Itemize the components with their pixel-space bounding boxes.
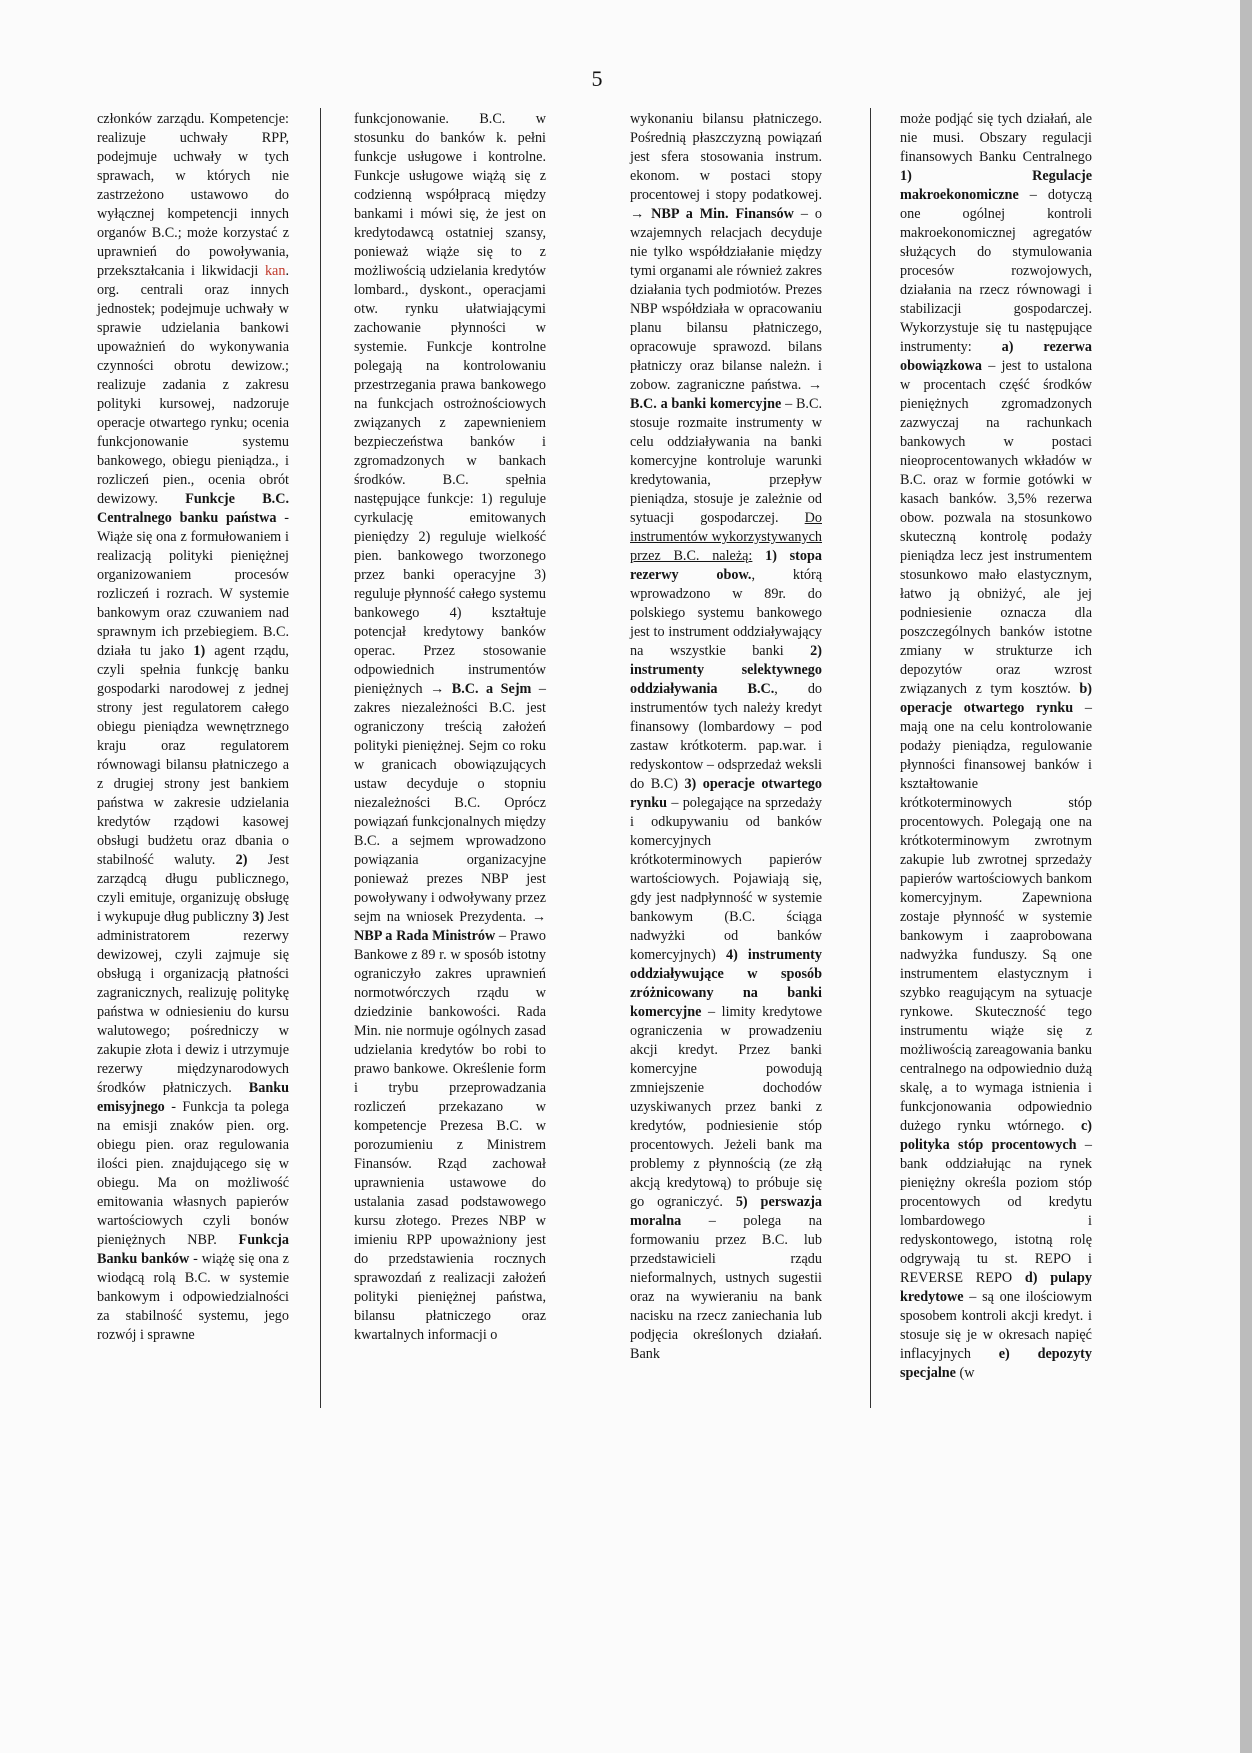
bold-text-run: e) depozyty specjalne	[900, 1346, 1092, 1381]
text-column-2	[354, 110, 546, 1345]
bold-text-run: 1) Regulacje makroekonomiczne	[900, 168, 1092, 203]
bold-text-run: d) pulapy kredytowe	[900, 1270, 1092, 1305]
text-run: – jest to ustalona w procentach część środków pieniężnych zgromadzonych zazwyczaj na rachunkach bankowych w postaci nieoprocentowanych wkładów w B.C. oraz w formie gotówki w kasach banków. 3,5% rezerwa obow. pozwala na stosunkowo skuteczną kontrolę podaży pieniądza lecz jest instrumentem stosunkowo mało elastycznym, łatwo ją obniżyć, ale jej podniesienie oznacza dla poszczególnych banków istotne zmiany w strukturze ich depozytów oraz wzrost związanych z tym kosztów.	[900, 358, 1092, 697]
text-run: – są one ilościowym sposobem kontroli akcji kredyt. i stosuje się je w okresach napięć inflacyjnych	[900, 1289, 1092, 1362]
text-run: – polegające na sprzedaży i odkupywaniu od banków komercyjnych krótkoterminowych papierów wartościowych. Pojawiają się, gdy jest nadpłynność w systemie bankowym (B.C. ściąga nadwyżki od banków komercyjnych)	[630, 795, 822, 963]
bold-text-run: a) rezerwa obowiązkowa	[900, 339, 1092, 374]
text-run: – mają one na celu kontrolowanie podaży pieniądza, regulowanie płynności finansowej banków i kształtowanie krótkoterminowych stóp procentowych. Polegają one na krótkoterminowym zwrotnym zakupie lub zwrotnej sprzedaży papierów wartościowych bankom komercyjnym. Zapewniona zostaje płynność w systemie bankowym i zaaprobowana nadwyżka funduszy. Są one instrumentem elastycznym i szybko reagującym na sytuacje rynkowe. Skuteczność tego instrumentu wiąże się z możliwością zareagowania banku centralnego na odpowiednio dużą skalę, a to wymaga istnienia i funkcjonowania odpowiednio dużego rynku wtórnego.	[900, 700, 1093, 1134]
text-run: – limity kredytowe ograniczenia w prowadzeniu akcji kredyt. Przez banki komercyjne powodują zmniejszenie dochodów uzyskiwanych przez banki z kredytów, podniesienie stóp procentowych. Jeżeli bank ma problemy z płynnością (ze złą akcją kredytową) to próbuje się go ograniczyć.	[630, 1004, 822, 1210]
column-rule-left	[320, 108, 321, 1408]
text-run: - Funkcja ta polega na emisji znaków pien. org. obiegu pien. oraz regulowania ilości pien. znajdującego się w obiegu. Ma on możliwość emitowania własnych papierów wartościowych czyli bonów pieniężnych NBP.	[97, 1099, 289, 1248]
highlighted-text-run: kan	[264, 263, 286, 279]
text-run: – Prawo Bankowe z 89 r. w sposób istotny ograniczyło zakres uprawnień normotwórczych rządu w dziedzinie bankowości. Rada Min. nie normuje ogólnych zasad udzielania kredytów bo robi to prawo bankowe. Określenie form i trybu przeprowadzania rozliczeń przekazano w kompetencje Prezesa B.C. w porozumieniu z Ministrem Finansów. Rząd zachował uprawnienia ustawowe do ustalania zasad podstawowego kursu złotego. Prezes NBP w imieniu RPP upoważniony jest do przedstawienia rocznych sprawozdań z realizacji założeń polityki pieniężnej państwa, bilansu płatniczego oraz kwartalnych informacji o	[354, 928, 546, 1343]
text-run: (w	[955, 1365, 975, 1381]
bold-text-run: 3)	[252, 909, 265, 925]
column-rule-right	[870, 108, 871, 1408]
bold-text-run: → B.C. a banki komercyjne	[630, 377, 822, 412]
bold-text-run: c) polityka stóp procentowych	[900, 1118, 1092, 1153]
bold-text-run: Banku emisyjnego	[97, 1080, 289, 1115]
text-run: Jest zarządcą długu publicznego, czyli emituje, organizuję obsługę i wykupuje dług publiczny	[97, 852, 290, 925]
text-run: - Wiąże się ona z formułowaniem i realizacją polityki pieniężnej organizowaniem procesów rozliczeń i rozrach. W systemie bankowym oraz czuwaniem nad sprawnym ich przebiegiem. B.C. działa tu jako	[97, 510, 290, 659]
text-run: członków zarządu. Kompetencje: realizuje uchwały RPP, podejmuje uchwały w tych sprawach, w których nie zastrzeżono ustawowo do wyłącznej kompetencji innych organów B.C.; może korzystać z uprawnień do powoływania, przekształcania i likwidacji	[97, 111, 289, 279]
text-run	[752, 548, 765, 564]
text-run: . org. centrali oraz innych jednostek; podejmuje uchwały w sprawie udzielania bankowi upoważnień do wykonywania czynności obrotu dewizow.; realizuje zadania z zakresu polityki kursowej, nadzoruje operacje otwartego rynku; ocenia funkcjonowanie systemu bankowego, obiegu pieniądza., i rozliczeń pien., ocenia obrót dewizowy.	[97, 263, 289, 507]
bold-text-run: 4) instrumenty oddziaływujące w sposób zróżnicowany na banki komercyjne	[630, 947, 822, 1020]
bold-text-run: → NBP a Min. Finansów	[630, 206, 794, 222]
text-run: – B.C. stosuje rozmaite instrumenty w celu oddziaływania na banki komercyjne kontroluje warunki kredytowania, przepływ pieniądza, stosuje je zależnie od sytuacji gospodarczej.	[630, 396, 822, 526]
text-run: – bank oddziałując na rynek pieniężny określa poziom stóp procentowych od kredytu lombardowego i redyskontowego, istotną rolę odgrywają tu st. REPO i REVERSE REPO	[900, 1137, 1092, 1286]
text-run: – o wzajemnych relacjach decyduje nie tylko współdziałanie między tymi organami ale również zakres działania tych podmiotów. Prezes NBP współdziała w opracowaniu planu bilansu płatniczego, opracowuje sprawozd. bilans płatniczy oraz bilanse należn. i zobow. zagraniczne państwa.	[630, 206, 822, 393]
bold-text-run: 2)	[235, 852, 248, 868]
bold-text-run: 3) operacje otwartego rynku	[630, 776, 822, 811]
text-run: , do instrumentów tych należy kredyt finansowy (lombardowy – pod zastaw krótkoterm. pap.war. i redyskontow – odsprzedaż weksli do B.C)	[630, 681, 823, 792]
bold-text-run: 2) instrumenty selektywnego oddziaływania B.C.	[630, 643, 822, 697]
bold-text-run: 1)	[193, 643, 206, 659]
bold-text-run: b) operacje otwartego rynku	[900, 681, 1092, 716]
text-run: funkcjonowanie. B.C. w stosunku do banków k. pełni funkcje usługowe i kontrolne. Funkcje usługowe wiążą się z codzienną współpracą między bankami i mówi się, że jest on kredytodawcą ostatniej szansy, ponieważ wiąże się to z możliwością udzielania kredytów lombard., dyskont., operacjami otw. rynku ułatwiającymi zachowanie płynności w systemie. Funkcje kontrolne polegają na kontrolowaniu przestrzegania prawa bankowego na funkcjach ostrożnościowych związanych z zapewnieniem bezpieczeństwa banków i zgromadzonych w bankach środków. B.C. spełnia następujące funkcje: 1) reguluje cyrkulację emitowanych pieniędzy 2) reguluje wielkość pien. bankowego tworzonego przez banki operacyjne 3) reguluje płynność całego systemu bankowego 4) kształtuje potencjał kredytowy banków operac. Przez stosowanie odpowiednich instrumentów pieniężnych	[354, 111, 546, 697]
underlined-text-run: Do instrumentów wykorzystywanych przez B.C. należą:	[630, 510, 822, 564]
bold-text-run: 5) perswazja moralna	[630, 1194, 823, 1229]
text-run: , którą wprowadzono w 89r. do polskiego systemu bankowego jest to instrument oddziaływający na wszystkie banki	[630, 567, 823, 659]
text-column-1	[97, 110, 289, 1345]
text-run: Jest administratorem rezerwy dewizowej, czyli zajmuje się obsługą i organizacją płatności zagranicznych, realizuję politykę państwa w odniesieniu do kursu walutowego; pośredniczy w zakupie złota i dewiz i utrzymuje rezerwy międzynarodowych środków płatniczych.	[97, 909, 289, 1096]
text-run: może podjąć się tych działań, ale nie musi. Obszary regulacji finansowych Banku Centralnego	[900, 111, 1092, 165]
text-run: - wiążę się ona z wiodącą rolą B.C. w systemie bankowym i odpowiedzialności za stabilność systemu, jego rozwój i sprawne	[97, 1251, 289, 1343]
text-run: wykonaniu bilansu płatniczego. Pośrednią płaszczyzną powiązań jest sfera stosowania instrum. ekonom. w postaci stopy procentowej i stopy podatkowej.	[630, 111, 822, 203]
bold-text-run: → B.C. a Sejm	[430, 681, 532, 697]
bold-text-run: Funkcja Banku banków	[97, 1232, 289, 1267]
bold-text-run: 1) stopa rezerwy obow.	[630, 548, 822, 583]
bold-text-run: → NBP a Rada Ministrów	[354, 909, 546, 944]
text-run: – polega na formowaniu przez B.C. lub przedstawicieli rządu nieformalnych, ustnych sugestii oraz na wywieraniu na bank nacisku na rzecz zaniechania lub podjęcia określonych działań. Bank	[630, 1213, 822, 1362]
page-number: 5	[591, 66, 603, 91]
text-run: agent rządu, czyli spełnia funkcję banku gospodarki narodowej z jednej strony jest regulatorem całego obiegu pieniądza wewnętrznego kraju oraz regulatorem równowagi bilansu płatniczego a z drugiej strony jest bankiem państwa w zakresie udzielania kredytów rządowi kasowej obsługi budżetu oraz dbania o stabilność waluty.	[97, 643, 289, 868]
text-column-4	[900, 110, 1092, 1383]
bold-text-run: Funkcje B.C. Centralnego banku państwa	[97, 491, 289, 526]
text-run: – zakres niezależności B.C. jest ograniczony treścią założeń polityki pieniężnej. Sejm co roku w granicach obowiązujących ustaw decyduje o stopniu niezależności B.C. Oprócz powiązań funkcjonalnych między B.C. a sejmem wprowadzono powiązania organizacyjne ponieważ prezes NBP jest powoływany i odwoływany przez sejm na wniosek Prezydenta.	[354, 681, 546, 925]
text-column-3	[630, 110, 822, 1364]
text-run: – dotyczą one ogólnej kontroli makroekonomicznej agregatów służących do stymulowania procesów rozwojowych, działania na rzecz równowagi i stabilizacji gospodarczej. Wykorzystuje się tu następujące instrumenty:	[900, 187, 1092, 355]
